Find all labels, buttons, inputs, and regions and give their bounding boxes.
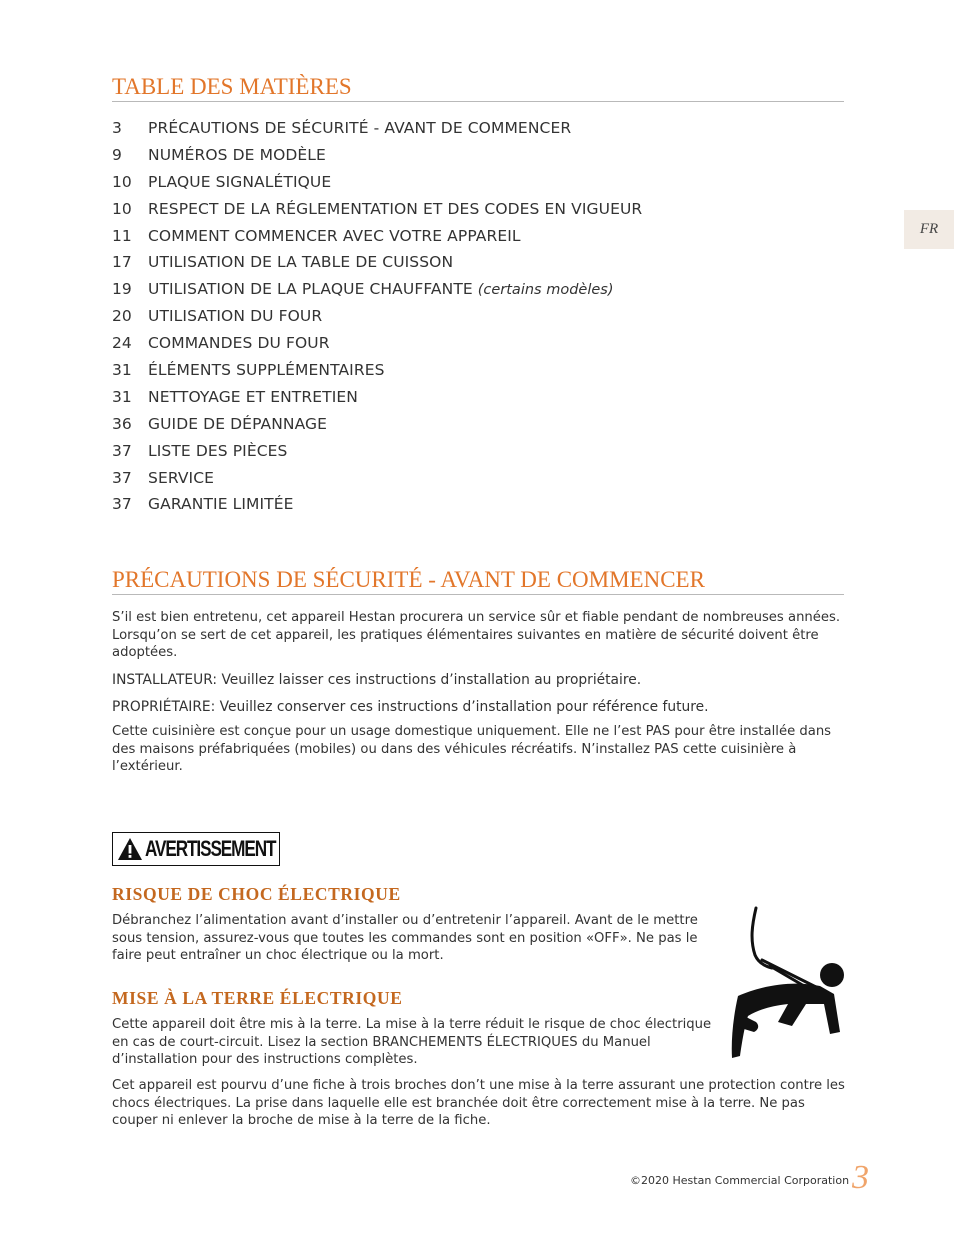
toc-item	[112, 439, 642, 466]
toc-title: COMMENT COMMENCER AVEC VOTRE APPAREIL	[148, 226, 521, 245]
toc-title: UTILISATION DU FOUR	[148, 307, 323, 326]
toc-item	[112, 170, 642, 197]
toc-title: COMMANDES DU FOUR	[148, 334, 330, 353]
toc-title: GARANTIE LIMITÉE	[148, 495, 294, 514]
toc-page-number: 31	[112, 361, 132, 380]
language-tab-fr: FR	[904, 210, 954, 249]
toc-title: PRÉCAUTIONS DE SÉCURITÉ - AVANT DE COMMENCER	[148, 119, 572, 137]
toc-page-number: 3	[112, 119, 122, 137]
copyright-footer: ©2020 Hestan Commercial Corporation	[630, 1174, 850, 1187]
toc-item	[112, 116, 642, 143]
grounding-paragraph: Cette appareil doit être mis à la terre. La mise à la terre réduit le risque de choc électrique en cas de court-circuit. Lisez la section BRANCHEMENTS ÉLECTRIQUES du Manuel d’installation pour des instructions complètes.	[112, 1017, 712, 1068]
toc-page-number: 37	[112, 441, 132, 460]
toc-page-number: 19	[112, 280, 132, 299]
toc-title: PLAQUE SIGNALÉTIQUE	[148, 172, 332, 191]
toc-page-number: 31	[112, 387, 132, 406]
page-number: 3	[852, 1159, 869, 1196]
toc-title: RESPECT DE LA RÉGLEMENTATION ET DES CODES EN VIGUEUR	[148, 199, 643, 218]
toc-title: LISTE DES PIÈCES	[148, 441, 288, 460]
toc-page-number: 37	[112, 468, 132, 487]
shock-risk-paragraph: Débranchez l’alimentation avant d’installer ou d’entretenir l’appareil. Avant de le mettre sous tension, assurez-vous que toutes les commandes sont en position «OFF». Ne pas le faire peut entraîner un choc électrique ou la mort.	[112, 913, 698, 964]
warning-label-box	[112, 832, 280, 866]
toc-item	[112, 304, 642, 331]
toc-heading: TABLE DES MATIÈRES	[112, 74, 844, 102]
toc-item	[112, 412, 642, 439]
toc-item	[112, 358, 642, 385]
toc-page-number: 10	[112, 199, 132, 218]
plug-paragraph: Cet appareil est pourvu d’une fiche à trois broches don’t une mise à la terre assurant une protection contre les chocs électriques. La prise dans laquelle elle est branchée doit être correctement mise à la terre. Ne pas couper ni enlever la broche de mise à la terre de la fiche.	[112, 1078, 845, 1129]
toc-item	[112, 277, 642, 304]
toc-title: SERVICE	[148, 468, 215, 487]
toc-title: GUIDE DE DÉPANNAGE	[148, 414, 328, 433]
toc-item	[112, 492, 642, 519]
toc-note: (certains modèles)	[477, 282, 614, 299]
toc-item	[112, 331, 642, 358]
toc-title: ÉLÉMENTS SUPPLÉMENTAIRES	[148, 361, 385, 380]
domestic-use-paragraph: Cette cuisinière est conçue pour un usage domestique uniquement. Elle ne l’est PAS pour être installée dans des maisons préfabriquées (mobiles) ou dans des véhicules récréatifs. N’installez PAS cette cuisinière à l’extérieur.	[112, 724, 832, 775]
toc-title: UTILISATION DE LA TABLE DE CUISSON	[148, 253, 454, 272]
warning-triangle-icon	[117, 837, 143, 861]
toc-page-number: 36	[112, 414, 132, 433]
installer-paragraph: INSTALLATEUR: Veuillez laisser ces instructions d’installation au propriétaire.	[112, 672, 642, 688]
safety-intro-paragraph: S’il est bien entretenu, cet appareil Hestan procurera un service sûr et fiable pendant de nombreuses années. Lorsqu’on se sert de cet appareil, les pratiques élémentaires suivantes en matière de sécurité doivent être adoptées.	[112, 610, 841, 661]
toc-page-number: 20	[112, 307, 132, 326]
toc-page-number: 9	[112, 145, 122, 164]
toc-item	[112, 224, 642, 251]
toc-page-number: 37	[112, 495, 132, 514]
toc-title: NETTOYAGE ET ENTRETIEN	[148, 387, 358, 406]
toc-page-number: 17	[112, 253, 132, 272]
warning-label: AVERTISSEMENT	[145, 836, 276, 861]
toc-item	[112, 197, 642, 224]
safety-heading: PRÉCAUTIONS DE SÉCURITÉ - AVANT DE COMMENCER	[112, 567, 844, 595]
toc-item	[112, 466, 642, 493]
toc-title: UTILISATION DE LA PLAQUE CHAUFFANTE	[148, 280, 473, 299]
electric-shock-icon	[700, 900, 870, 1070]
grounding-heading: MISE À LA TERRE ÉLECTRIQUE	[112, 988, 403, 1008]
toc-list	[112, 116, 642, 519]
toc-page-number: 10	[112, 172, 132, 191]
toc-title: NUMÉROS DE MODÈLE	[148, 145, 326, 164]
toc-item	[112, 143, 642, 170]
owner-paragraph: PROPRIÉTAIRE: Veuillez conserver ces instructions d’installation pour référence future.	[112, 699, 709, 715]
toc-page-number: 11	[112, 226, 132, 245]
toc-page-number: 24	[112, 334, 132, 353]
toc-item	[112, 250, 642, 277]
toc-item	[112, 385, 642, 412]
shock-risk-heading: RISQUE DE CHOC ÉLECTRIQUE	[112, 884, 401, 904]
